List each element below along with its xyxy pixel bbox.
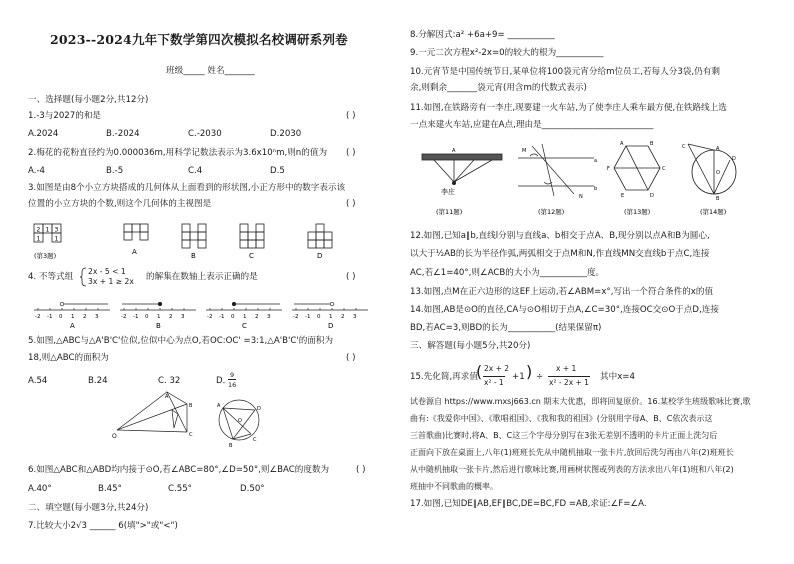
q4-brace — [80, 267, 88, 287]
q5-figure — [112, 390, 212, 442]
q4-tick-label: 2 — [83, 314, 87, 320]
question-14-line1: 14.如图,AB是⊙O的直径,CA与⊙O相切于点A,∠C=30°,连接OC交⊙O于点D,连接 — [410, 305, 719, 315]
q3-option-a-label: A — [132, 248, 137, 256]
svg-text:C: C — [189, 432, 193, 438]
svg-text:B: B — [189, 403, 193, 409]
svg-text:D: D — [732, 156, 736, 162]
question-15-prefix: 15.先化简,再求值 — [410, 372, 478, 382]
q4-tick-label: -1 — [219, 314, 225, 320]
q2-option-b: B.-5 — [106, 166, 124, 176]
q4-endpoint — [232, 302, 236, 306]
q15-frac1-num: 2x + 2 — [484, 364, 510, 373]
q3-option-d-label: D — [317, 252, 323, 260]
q6-option-b: B.45° — [98, 484, 122, 494]
q5-frac-num: 9 — [230, 371, 235, 379]
q4-tick-label: 2 — [169, 314, 173, 320]
question-5-line1: 5.如图,△ABC与△A'B'C'位似,位似中心为点O,若OC:OC' =3:1,△A'B'C'的面积为 — [28, 336, 334, 346]
fig11-village-label: 李庄 — [441, 188, 455, 196]
q1-option-c: C.-2030 — [188, 129, 222, 139]
q4-option-label: D — [328, 322, 334, 330]
q4-endpoint — [158, 302, 162, 306]
q3-option-c-figure — [240, 224, 264, 248]
question-10-line1: 10.元宵节是中国传统节日,某单位将100袋元宵分给m位员工,若每人分3袋,仍有剩 — [410, 67, 720, 77]
q4-tick-label: 1 — [329, 314, 333, 320]
svg-text:D: D — [650, 193, 654, 199]
question-3-line2: 位置的小立方块的个数,则这个几何体的主视图是 — [28, 199, 212, 209]
question-16-line5: 从中随机抽取一张卡片,然后进行歌咏比赛,用画树状图或列表的方法求出八年(1)班和八年(2) — [410, 465, 734, 474]
question-8: 8.分解因式:a² +6a+9= ___________ — [410, 30, 555, 40]
q15-paren-close: ) — [526, 362, 533, 381]
question-12-line1: 12.如图,已知a∥b,直线l分别与直线a、b相交于点A、B,现分别以点A和B为圆心, — [410, 231, 710, 241]
answer-paren-4: ( ) — [346, 272, 356, 282]
svg-text:O: O — [238, 418, 242, 424]
q6-option-a: A.40° — [28, 484, 52, 494]
q5-option-a: A.54 — [28, 376, 48, 386]
q3-num-4: 1 — [54, 235, 59, 243]
class-name-line: 班级_____ 姓名_______ — [166, 66, 255, 76]
question-16-line1: 试卷源自 https://www.mxsj663.cn 期末大优惠，即将回复原价。16.某校学生班级歌咏比赛,歌 — [410, 397, 751, 406]
q15-frac2-num: x + 1 — [556, 364, 577, 373]
q4-number-lines — [28, 296, 378, 330]
q4-number-line-b — [120, 302, 196, 330]
q3-num-1: 1 — [45, 226, 50, 234]
q4-option-label: A — [70, 322, 75, 330]
question-2: 2.梅花的花粉直径约为0.000036m,用科学记数法表示为3.6x10ⁿm,则n的值为 — [28, 148, 328, 158]
fig-12 — [518, 144, 594, 196]
q4-inequality-1: 2x - 5 < 1 — [88, 267, 126, 276]
q3-num-3: 1 — [36, 235, 41, 243]
q4-tick-label: 0 — [231, 314, 235, 320]
question-16-line4: 正面向下放在桌面上,八年(1)班班长先从中随机抽取一张卡片,放回后洗匀再由八年(2)班班长 — [410, 448, 734, 457]
exam-title: 2023--2024九年下数学第四次模拟名校调研系列卷 — [50, 32, 348, 47]
q15-paren-open: ( — [476, 362, 483, 381]
q4-tick-label: 1 — [71, 314, 75, 320]
question-5-line2: 18,则△ABC的面积为 — [28, 353, 109, 363]
answer-paren-5: ( ) — [346, 353, 356, 363]
q15-frac1-den: x² - 1 — [484, 378, 504, 387]
svg-text:N: N — [579, 194, 583, 200]
question-14-line2: BD,若AC=3,则BD的长为___________(结果保留π) — [410, 323, 602, 333]
q4-tick-label: -2 — [121, 314, 127, 320]
q2-option-d: D.5 — [270, 166, 285, 176]
svg-text:A: A — [620, 141, 624, 147]
answer-paren-6: ( ) — [356, 465, 366, 475]
question-6: 6.如图△ABC和△ABD均内接于⊙O,若∠ABC=80°,∠D=50°,则∠BAC的度数为 — [28, 465, 330, 475]
q4-number-line-a — [34, 302, 110, 330]
question-12-line3: AC,若∠1=40°,则∠ACB的大小为___________度。 — [410, 268, 605, 278]
question-15-suffix: 其中x=4 — [600, 372, 635, 382]
q4-tick-label: 0 — [145, 314, 149, 320]
q4-endpoint — [60, 302, 64, 306]
q3-option-a-figure — [124, 224, 148, 240]
q3-caption: (第3题) — [34, 252, 57, 260]
q4-endpoint — [330, 302, 334, 306]
question-11-line2: 一点来建火车站,应建在A点,理由是__________________________ — [410, 120, 654, 130]
q5-option-c: C. 32 — [158, 376, 181, 386]
q4-tick-label: -1 — [305, 314, 311, 320]
question-17: 17.如图,已知DE∥AB,EF∥BC,DE=BC,FD =AB,求证:∠F=∠A. — [410, 499, 647, 509]
q6-figure — [211, 396, 271, 448]
fig-14 — [688, 144, 736, 194]
answer-paren-3: ( ) — [346, 199, 356, 209]
q4-number-line-d — [292, 302, 368, 330]
section-fill-heading: 二、填空题(每小题3分,共24分) — [28, 503, 149, 513]
svg-text:A: A — [217, 403, 221, 409]
fig-13 — [614, 146, 660, 190]
q3-figures — [28, 222, 373, 264]
question-13: 13.如图,点M在正六边形的这EF上运动,若∠ABM=x°,写出一个符合条件的x的值 — [410, 287, 714, 297]
question-10-line2: 余,则剩余_______袋元宵(用含m的代数式表示) — [410, 83, 587, 93]
svg-text:O: O — [112, 433, 117, 440]
fig-11 — [422, 154, 502, 185]
section-choice-heading: 一、选择题(每小题2分,共12分) — [28, 95, 149, 105]
q4-tick-label: 3 — [353, 314, 357, 320]
fig-14-caption: (第14题) — [700, 208, 727, 216]
q4-option-label: B — [156, 322, 161, 330]
q4-tick-label: 0 — [59, 314, 63, 320]
question-4-suffix: 的解集在数轴上表示正确的是 — [146, 272, 258, 282]
q4-tick-label: 1 — [157, 314, 161, 320]
question-1: 1.-3与2027的和是 — [28, 111, 102, 121]
question-4-prefix: 4. 不等式组 — [28, 272, 74, 282]
svg-text:D: D — [257, 406, 261, 412]
svg-text:E: E — [621, 193, 625, 199]
svg-text:O: O — [716, 170, 720, 176]
svg-text:A: A — [716, 146, 720, 152]
fig-13-caption: (第13题) — [624, 208, 651, 216]
q3-num-2: 3 — [54, 226, 59, 234]
q4-tick-label: -2 — [293, 314, 299, 320]
svg-text:B: B — [229, 443, 233, 448]
answer-paren-2: ( ) — [346, 148, 356, 158]
svg-text:C: C — [662, 166, 666, 172]
svg-text:C: C — [682, 144, 686, 150]
q5-option-d: D. — [216, 376, 226, 386]
answer-paren-1: ( ) — [346, 111, 356, 121]
q3-option-d-figure — [308, 224, 332, 248]
q3-option-b-label: B — [191, 252, 196, 260]
q15-divide: ÷ — [536, 372, 544, 382]
svg-text:F: F — [607, 166, 610, 172]
fig-11-caption: (第11题) — [436, 208, 463, 216]
svg-text:M: M — [522, 148, 527, 154]
q1-option-d: D.2030 — [270, 129, 302, 139]
svg-text:A: A — [165, 394, 169, 400]
q4-number-line-c — [206, 302, 282, 330]
question-11-line1: 11.如图,在铁路旁有一李庄,现要建一火车站,为了使李庄人乘车最方便,在铁路线上选 — [410, 103, 727, 113]
q15-plus-one: +1 — [512, 372, 525, 382]
q1-option-b: B.-2024 — [106, 129, 140, 139]
q5-option-b: B.24 — [88, 376, 108, 386]
q4-tick-label: 3 — [95, 314, 99, 320]
q3-option-c-label: C — [249, 252, 254, 260]
q5-frac-den: 16 — [228, 381, 237, 389]
svg-text:B: B — [716, 196, 720, 202]
question-7: 7.比较大小2√3 ______ 6(填">"或"<") — [28, 521, 178, 531]
q4-tick-label: 2 — [341, 314, 345, 320]
q4-option-label: C — [242, 322, 247, 330]
question-12-line2: 以大于½AB的长为半径作弧,两弧相交于点M和N,作直线MN交直线b于点C,连接 — [410, 249, 710, 259]
q4-tick-label: 0 — [317, 314, 321, 320]
q4-tick-label: 3 — [267, 314, 271, 320]
q4-tick-label: 2 — [255, 314, 259, 320]
question-16-line2: 曲有:《我爱你中国》、《歌唱祖国》、《我和我的祖国》(分别用字母A、B、C依次表示这 — [410, 414, 713, 423]
q2-option-c: C.4 — [188, 166, 203, 176]
question-9: 9.一元二次方程x²-2x=0的较大的根为___________ — [410, 48, 604, 58]
svg-text:a: a — [594, 158, 598, 164]
question-3-line1: 3.如图是由8个小立方块搭成的几何体从上面看到的形状图,小正方形中的数字表示该 — [28, 183, 346, 193]
svg-text:b: b — [594, 186, 598, 192]
section-answer-heading: 三、解答题(每小题5分,共20分) — [410, 341, 531, 351]
svg-text:C: C — [253, 437, 257, 443]
svg-text:B: B — [650, 141, 654, 147]
q6-option-c: C.55° — [168, 484, 192, 494]
q4-inequality-2: 3x + 1 ≥ 2x — [88, 277, 134, 286]
q6-option-d: D.50° — [240, 484, 265, 494]
q3-option-b-figure — [182, 224, 206, 248]
q2-option-a: A.-4 — [28, 166, 46, 176]
q15-frac2-den: x² - 2x + 1 — [549, 378, 589, 387]
q3-num-0: 2 — [36, 226, 41, 234]
q4-tick-label: -1 — [133, 314, 139, 320]
q4-tick-label: -2 — [207, 314, 213, 320]
fig-12-caption: (第12题) — [538, 208, 565, 216]
q4-tick-label: -2 — [35, 314, 41, 320]
question-16-line6: 班抽中不同歌曲的概率。 — [410, 482, 498, 491]
q11-q14-figures — [414, 140, 780, 224]
q1-option-a: A.2024 — [28, 129, 59, 139]
q4-tick-label: 3 — [181, 314, 185, 320]
q4-tick-label: 1 — [243, 314, 247, 320]
svg-text:A: A — [452, 148, 456, 154]
question-16-line3: 三首歌曲)比赛时,将A、B、C这三个字母分别写在3张无差别不透明的卡片正面上洗匀后 — [410, 431, 718, 440]
q4-tick-label: -1 — [47, 314, 53, 320]
